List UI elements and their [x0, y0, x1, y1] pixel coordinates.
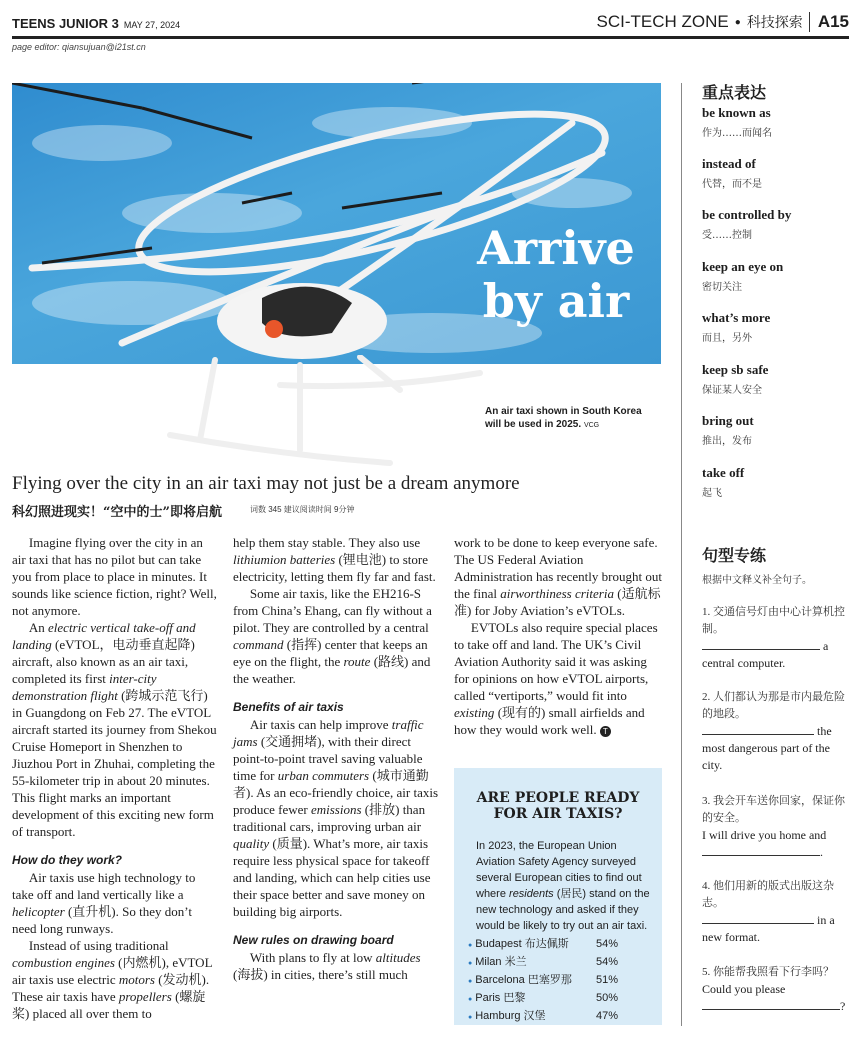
answer-blank[interactable]: [702, 734, 814, 735]
paragraph: Some air taxis, like the EH216-S from China’s Ehang, can fly without a pilot. They are controlled by a central command (指挥) center that keeps an eye on the flight, the route (路线) and the weather.: [233, 586, 432, 686]
exercise-item: 5. 你能帮我照看下行李吗？ Could you please ?: [702, 966, 846, 1013]
answer-blank[interactable]: [702, 649, 820, 650]
photo-credit: VCG: [583, 422, 600, 429]
headline-deck: Flying over the city in an air taxi may not just be a dream anymore: [12, 473, 520, 494]
phrase-item: be controlled by 受……控制: [702, 207, 792, 241]
paper-name: TEENS JUNIOR 3 MAY 27, 2024: [12, 16, 181, 31]
key-phrases-title: 重点表达: [702, 83, 767, 102]
exercise-item: 2. 人们都认为那是市内最危险的地段。 the most dangerous part of the city.: [702, 691, 845, 772]
answer-blank[interactable]: [702, 1009, 840, 1010]
landing-skids: [160, 355, 490, 470]
subheading: How do they work?: [12, 853, 123, 867]
paragraph: An electric vertical take-off and landing (eVTOL，电动垂直起降) aircraft, also known as an air taxi, completed its first inter-city demonstration flight (跨城示范飞行) in Guangdong on Feb 27. The eVTOL aircraft started its journey from Shekou Cruise Homeport in Shenzhen to Jiuzhou Port in Zhuhai, completing the 55-kilometer trip in about 20 minutes. This flight marks an important development of this exciting new form of transport.: [12, 620, 217, 839]
zone-label-cn: 科技探索: [746, 14, 803, 30]
header-rule: [12, 36, 849, 39]
survey-box: [454, 768, 662, 1025]
paragraph: Air taxis can help improve traffic jams (交通拥堵), with their direct point-to-point travel saving valuable time for urban commuters (城市通勤者). As an eco-friendly choice, air taxis produce fewer emissions (排放) than traditional cars, improving urban air quality (质量). What’s more, air taxis require less physical space for takeoff and landing, which can help cities use their space better and save money on building big airports.: [233, 717, 439, 919]
phrase-item: bring out 推出，发布: [702, 413, 754, 447]
end-of-article-icon: T: [600, 726, 611, 737]
stat-row: ● Budapest 布达佩斯 54%: [468, 936, 618, 954]
phrase-item: keep sb safe 保证某人安全: [702, 362, 769, 396]
subheading: Benefits of air taxis: [233, 700, 344, 714]
phrase-item: instead of 代替，而不是: [702, 156, 762, 190]
column-divider: [681, 83, 682, 1026]
stat-row: ● Milan 米兰 54%: [468, 954, 618, 972]
zone-label: SCI-TECH ZONE: [596, 12, 729, 31]
article-column-3: [454, 534, 662, 738]
photo-caption: An air taxi shown in South Korea will be used in 2025. VCG: [485, 406, 642, 430]
page-editor: page editor: qiansujuan@i21st.cn: [12, 42, 146, 52]
stat-row: ● Barcelona 巴塞罗那 51%: [468, 972, 618, 990]
article-column-2: [233, 534, 441, 983]
bullet-icon: ●: [734, 16, 741, 28]
paragraph: Imagine flying over the city in an air taxi that has no pilot but can take you from place to place in minutes. It sounds like science fiction, right? Well, not anymore.: [12, 535, 217, 618]
exercise-intro: 根据中文释义补全句子。: [702, 575, 812, 586]
answer-blank[interactable]: [702, 855, 820, 856]
answer-blank[interactable]: [702, 923, 814, 924]
reading-meta: 词数 345 建议阅读时间 9分钟: [250, 505, 355, 514]
survey-text: In 2023, the European Union Aviation Safety Agency surveyed several European cities to find out where residents (居民) stand on the new technology and asked if they would be likely to try out an air taxi.: [476, 840, 650, 932]
survey-title: ARE PEOPLE READY FOR AIR TAXIS?: [476, 790, 640, 822]
phrase-item: take off 起飞: [702, 465, 745, 499]
stat-row: ● Hamburg 汉堡 47%: [468, 1008, 618, 1026]
paragraph: work to be done to keep everyone safe. The US Federal Aviation Administration has recently brought out the final airworthiness criteria (适航标准) for Joby Aviation’s eVTOLs.: [454, 535, 662, 618]
phrase-item: be known as 作为……而闻名: [702, 105, 772, 139]
paragraph: EVTOLs also require special places to take off and land. The UK’s Civil Aviation Authority said it was asking for opinions on how eVTOL airports, called “vertiports,” would fit into existing (现有的) small airfields and how they would work well. T: [454, 620, 658, 737]
exercise-item: 3. 我会开车送你回家，保证你的安全。 I will drive you home and .: [702, 795, 845, 859]
section-header: [597, 12, 849, 32]
article-column-1: [12, 534, 219, 1022]
exercise-item: 4. 他们用新的版式出版这杂志。 in a new format.: [702, 880, 835, 944]
survey-stats: [454, 936, 662, 1026]
phrase-item: what’s more 而且，另外: [702, 310, 771, 344]
subheading: New rules on drawing board: [233, 933, 394, 947]
feature-title: Arrive by air: [477, 221, 635, 328]
paragraph: With plans to fly at low altitudes (海拔) in cities, there’s still much: [233, 950, 421, 982]
issue-date: MAY 27, 2024: [123, 20, 181, 30]
exercise-title: 句型专练: [702, 546, 767, 565]
paragraph: help them stay stable. They also use lithiumion batteries (锂电池) to store electricity, letting them fly far and fast.: [233, 535, 436, 584]
stat-row: ● Paris 巴黎 50%: [468, 990, 618, 1008]
paragraph: Air taxis use high technology to take off and land vertically like a helicopter (直升机). So they don’t need long runways.: [12, 870, 196, 936]
headline-cn: 科幻照进现实！“空中的士”即将启航: [12, 505, 222, 520]
phrase-item: keep an eye on 密切关注: [702, 259, 784, 293]
exercise-item: 1. 交通信号灯由中心计算机控制。 a central computer.: [702, 606, 845, 670]
paragraph: Instead of using traditional combustion engines (内燃机), eVTOL air taxis use electric motors (发动机). These air taxis have propellers (螺旋桨) placed all over them to: [12, 938, 213, 1021]
page-number: A15: [809, 12, 849, 32]
